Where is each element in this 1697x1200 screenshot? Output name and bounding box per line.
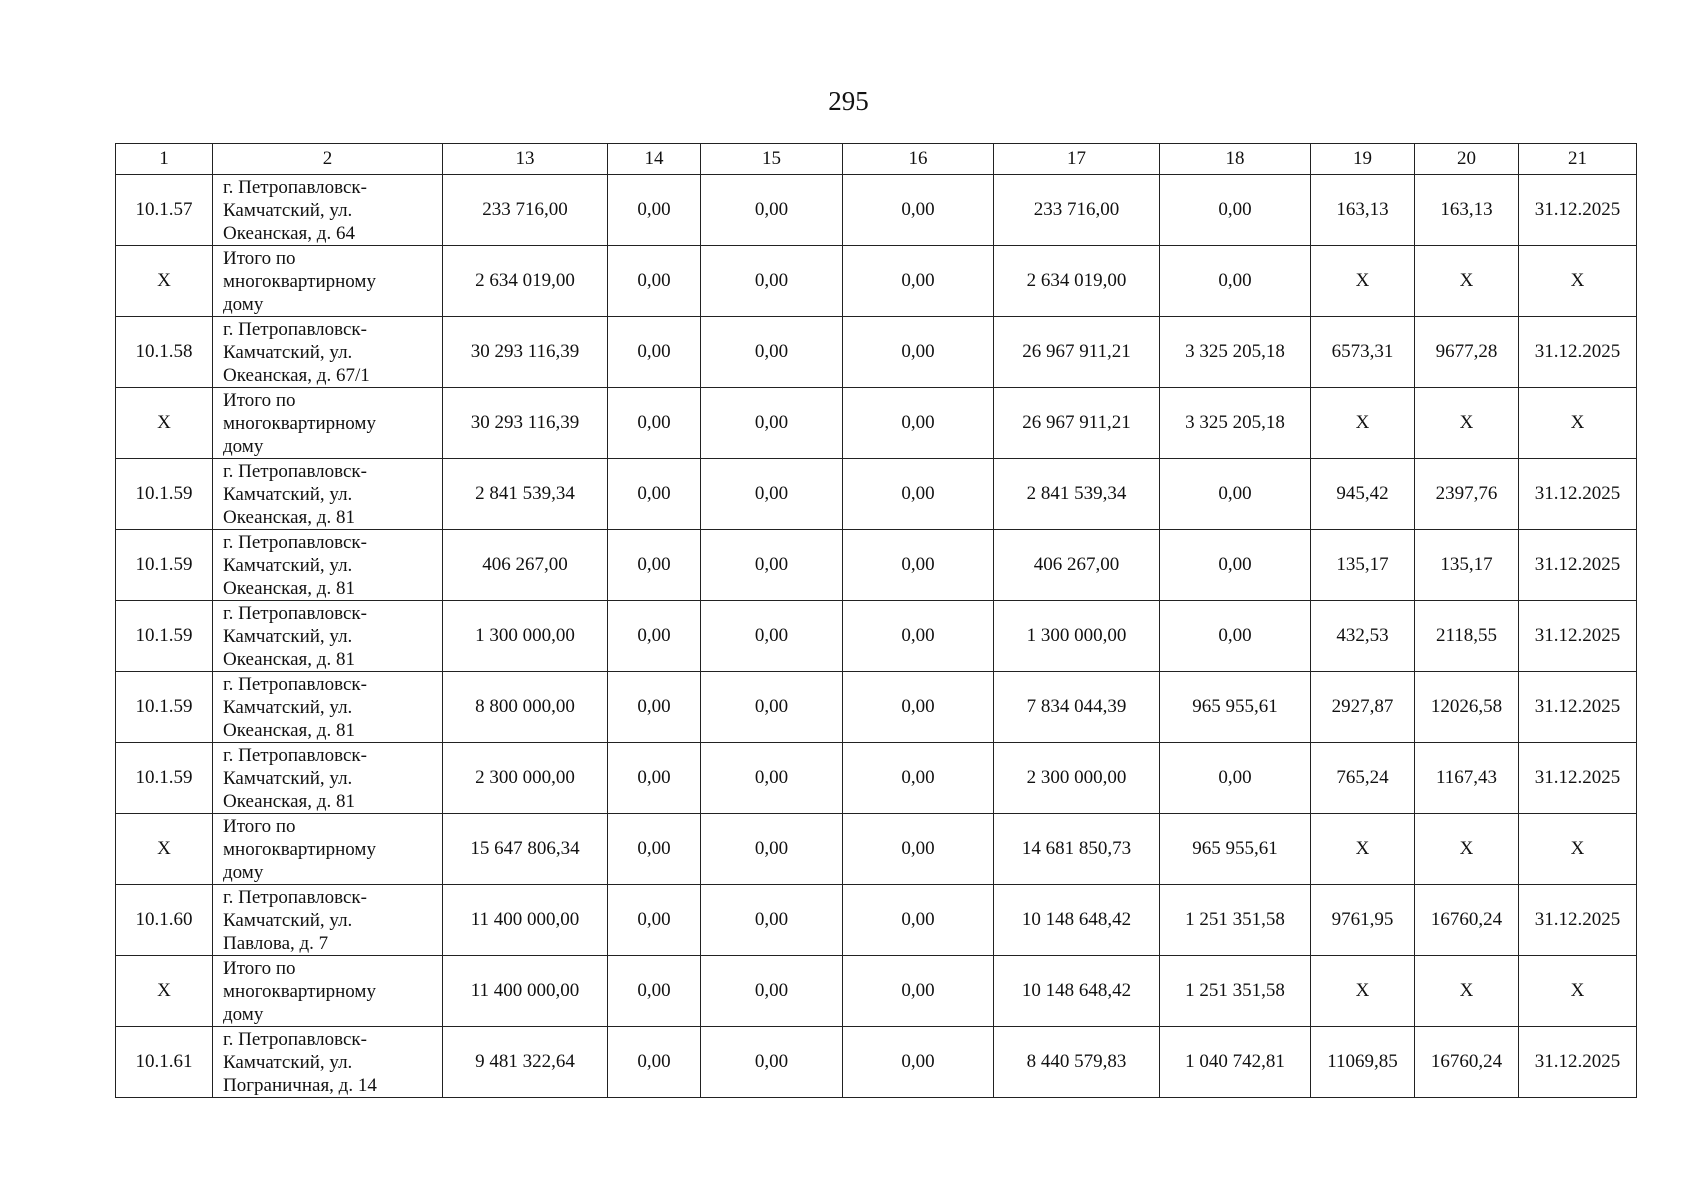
address-cell bbox=[213, 246, 443, 317]
value-cell-13: 9 481 322,64 bbox=[443, 1027, 608, 1098]
table-header bbox=[116, 144, 1637, 175]
address-line: Океанская, д. 67/1 bbox=[223, 364, 370, 386]
address-line: г. Петропавловск- bbox=[223, 1028, 367, 1050]
value-cell-17: 10 148 648,42 bbox=[994, 885, 1160, 956]
value-cell-14: 0,00 bbox=[608, 956, 701, 1027]
value-cell-15: 0,00 bbox=[701, 814, 843, 885]
value-cell-18: 1 251 351,58 bbox=[1160, 956, 1311, 1027]
value-cell-14: 0,00 bbox=[608, 388, 701, 459]
address-cell bbox=[213, 743, 443, 814]
value-cell-19: Х bbox=[1311, 956, 1415, 1027]
value-cell-14: 0,00 bbox=[608, 672, 701, 743]
row-number-cell: 10.1.59 bbox=[116, 530, 213, 601]
address-line: многоквартирному bbox=[223, 270, 376, 292]
column-header-18: 18 bbox=[1160, 144, 1311, 175]
value-cell-13: 11 400 000,00 bbox=[443, 885, 608, 956]
value-cell-19: 11069,85 bbox=[1311, 1027, 1415, 1098]
address-cell bbox=[213, 1027, 443, 1098]
value-cell-17: 2 841 539,34 bbox=[994, 459, 1160, 530]
address-cell bbox=[213, 317, 443, 388]
address-cell bbox=[213, 601, 443, 672]
value-cell-18: 1 040 742,81 bbox=[1160, 1027, 1311, 1098]
value-cell-17: 233 716,00 bbox=[994, 175, 1160, 246]
column-header-2: 2 bbox=[213, 144, 443, 175]
value-cell-17: 2 300 000,00 bbox=[994, 743, 1160, 814]
value-cell-21: 31.12.2025 bbox=[1519, 885, 1637, 956]
value-cell-17: 14 681 850,73 bbox=[994, 814, 1160, 885]
value-cell-20: 163,13 bbox=[1415, 175, 1519, 246]
value-cell-17: 8 440 579,83 bbox=[994, 1027, 1160, 1098]
address-line: дому bbox=[223, 1003, 264, 1025]
value-cell-21: Х bbox=[1519, 246, 1637, 317]
value-cell-14: 0,00 bbox=[608, 317, 701, 388]
value-cell-14: 0,00 bbox=[608, 530, 701, 601]
address-line: Океанская, д. 81 bbox=[223, 719, 355, 741]
value-cell-16: 0,00 bbox=[843, 1027, 994, 1098]
value-cell-21: 31.12.2025 bbox=[1519, 175, 1637, 246]
row-number-cell: 10.1.60 bbox=[116, 885, 213, 956]
address-cell bbox=[213, 175, 443, 246]
value-cell-19: 765,24 bbox=[1311, 743, 1415, 814]
address-line: дому bbox=[223, 435, 264, 457]
row-number-cell: 10.1.57 bbox=[116, 175, 213, 246]
address-line: Итого по bbox=[223, 957, 296, 979]
value-cell-21: Х bbox=[1519, 956, 1637, 1027]
value-cell-15: 0,00 bbox=[701, 601, 843, 672]
column-header-14: 14 bbox=[608, 144, 701, 175]
address-line: Океанская, д. 81 bbox=[223, 506, 355, 528]
value-cell-21: 31.12.2025 bbox=[1519, 459, 1637, 530]
value-cell-19: 163,13 bbox=[1311, 175, 1415, 246]
row-number-cell: Х bbox=[116, 814, 213, 885]
value-cell-21: 31.12.2025 bbox=[1519, 743, 1637, 814]
address-line: Пограничная, д. 14 bbox=[223, 1074, 377, 1096]
address-cell bbox=[213, 459, 443, 530]
value-cell-18: 0,00 bbox=[1160, 246, 1311, 317]
value-cell-15: 0,00 bbox=[701, 672, 843, 743]
page-number: 295 bbox=[828, 86, 869, 116]
value-cell-13: 2 841 539,34 bbox=[443, 459, 608, 530]
address-line: Камчатский, ул. bbox=[223, 199, 353, 221]
address-cell bbox=[213, 885, 443, 956]
address-line: Океанская, д. 81 bbox=[223, 790, 355, 812]
value-cell-16: 0,00 bbox=[843, 601, 994, 672]
value-cell-16: 0,00 bbox=[843, 459, 994, 530]
address-cell bbox=[213, 956, 443, 1027]
value-cell-15: 0,00 bbox=[701, 459, 843, 530]
value-cell-16: 0,00 bbox=[843, 388, 994, 459]
value-cell-16: 0,00 bbox=[843, 743, 994, 814]
column-header-21: 21 bbox=[1519, 144, 1637, 175]
value-cell-21: Х bbox=[1519, 814, 1637, 885]
table-row bbox=[116, 530, 1637, 601]
value-cell-19: 2927,87 bbox=[1311, 672, 1415, 743]
row-number-cell: 10.1.61 bbox=[116, 1027, 213, 1098]
table-row bbox=[116, 885, 1637, 956]
table-row bbox=[116, 246, 1637, 317]
address-line: Камчатский, ул. bbox=[223, 696, 353, 718]
address-line: многоквартирному bbox=[223, 980, 376, 1002]
value-cell-16: 0,00 bbox=[843, 530, 994, 601]
address-line: г. Петропавловск- bbox=[223, 886, 367, 908]
address-line: Камчатский, ул. bbox=[223, 767, 353, 789]
row-number-cell: 10.1.58 bbox=[116, 317, 213, 388]
address-line: г. Петропавловск- bbox=[223, 531, 367, 553]
address-line: Итого по bbox=[223, 815, 296, 837]
value-cell-21: 31.12.2025 bbox=[1519, 601, 1637, 672]
address-line: Камчатский, ул. bbox=[223, 341, 353, 363]
value-cell-18: 0,00 bbox=[1160, 459, 1311, 530]
value-cell-20: Х bbox=[1415, 814, 1519, 885]
address-cell bbox=[213, 388, 443, 459]
address-line: Камчатский, ул. bbox=[223, 483, 353, 505]
value-cell-20: 2118,55 bbox=[1415, 601, 1519, 672]
column-header-20: 20 bbox=[1415, 144, 1519, 175]
value-cell-17: 26 967 911,21 bbox=[994, 388, 1160, 459]
value-cell-13: 1 300 000,00 bbox=[443, 601, 608, 672]
row-number-cell: Х bbox=[116, 956, 213, 1027]
address-line: Океанская, д. 81 bbox=[223, 648, 355, 670]
row-number-cell: 10.1.59 bbox=[116, 672, 213, 743]
value-cell-13: 15 647 806,34 bbox=[443, 814, 608, 885]
value-cell-20: 16760,24 bbox=[1415, 1027, 1519, 1098]
address-line: Камчатский, ул. bbox=[223, 909, 353, 931]
address-line: Камчатский, ул. bbox=[223, 554, 353, 576]
address-line: Камчатский, ул. bbox=[223, 625, 353, 647]
value-cell-20: 16760,24 bbox=[1415, 885, 1519, 956]
table-row bbox=[116, 459, 1637, 530]
value-cell-17: 2 634 019,00 bbox=[994, 246, 1160, 317]
value-cell-18: 965 955,61 bbox=[1160, 672, 1311, 743]
value-cell-15: 0,00 bbox=[701, 317, 843, 388]
value-cell-18: 0,00 bbox=[1160, 601, 1311, 672]
value-cell-20: 12026,58 bbox=[1415, 672, 1519, 743]
value-cell-17: 10 148 648,42 bbox=[994, 956, 1160, 1027]
value-cell-16: 0,00 bbox=[843, 885, 994, 956]
address-line: Павлова, д. 7 bbox=[223, 932, 329, 954]
value-cell-16: 0,00 bbox=[843, 956, 994, 1027]
address-cell bbox=[213, 672, 443, 743]
value-cell-15: 0,00 bbox=[701, 1027, 843, 1098]
table-row bbox=[116, 1027, 1637, 1098]
value-cell-18: 0,00 bbox=[1160, 743, 1311, 814]
value-cell-15: 0,00 bbox=[701, 388, 843, 459]
value-cell-21: 31.12.2025 bbox=[1519, 317, 1637, 388]
value-cell-16: 0,00 bbox=[843, 814, 994, 885]
address-line: г. Петропавловск- bbox=[223, 176, 367, 198]
value-cell-18: 1 251 351,58 bbox=[1160, 885, 1311, 956]
value-cell-14: 0,00 bbox=[608, 1027, 701, 1098]
row-number-cell: 10.1.59 bbox=[116, 459, 213, 530]
row-number-cell: Х bbox=[116, 246, 213, 317]
address-line: г. Петропавловск- bbox=[223, 744, 367, 766]
value-cell-14: 0,00 bbox=[608, 743, 701, 814]
value-cell-14: 0,00 bbox=[608, 814, 701, 885]
address-line: Океанская, д. 64 bbox=[223, 222, 355, 244]
value-cell-15: 0,00 bbox=[701, 956, 843, 1027]
value-cell-13: 2 300 000,00 bbox=[443, 743, 608, 814]
value-cell-17: 7 834 044,39 bbox=[994, 672, 1160, 743]
value-cell-16: 0,00 bbox=[843, 175, 994, 246]
address-line: Камчатский, ул. bbox=[223, 1051, 353, 1073]
header-row bbox=[116, 144, 1637, 175]
column-header-13: 13 bbox=[443, 144, 608, 175]
address-line: Океанская, д. 81 bbox=[223, 577, 355, 599]
row-number-cell: 10.1.59 bbox=[116, 601, 213, 672]
value-cell-19: 945,42 bbox=[1311, 459, 1415, 530]
column-header-1: 1 bbox=[116, 144, 213, 175]
address-cell bbox=[213, 814, 443, 885]
value-cell-13: 8 800 000,00 bbox=[443, 672, 608, 743]
table-row bbox=[116, 388, 1637, 459]
value-cell-21: Х bbox=[1519, 388, 1637, 459]
row-number-cell: 10.1.59 bbox=[116, 743, 213, 814]
table-row bbox=[116, 814, 1637, 885]
value-cell-16: 0,00 bbox=[843, 317, 994, 388]
value-cell-16: 0,00 bbox=[843, 246, 994, 317]
value-cell-15: 0,00 bbox=[701, 530, 843, 601]
value-cell-21: 31.12.2025 bbox=[1519, 672, 1637, 743]
address-line: г. Петропавловск- bbox=[223, 673, 367, 695]
value-cell-19: 432,53 bbox=[1311, 601, 1415, 672]
value-cell-17: 406 267,00 bbox=[994, 530, 1160, 601]
row-number-cell: Х bbox=[116, 388, 213, 459]
value-cell-19: Х bbox=[1311, 246, 1415, 317]
table-row bbox=[116, 956, 1637, 1027]
column-header-16: 16 bbox=[843, 144, 994, 175]
table-row bbox=[116, 317, 1637, 388]
value-cell-20: 135,17 bbox=[1415, 530, 1519, 601]
address-line: г. Петропавловск- bbox=[223, 602, 367, 624]
value-cell-15: 0,00 bbox=[701, 885, 843, 956]
value-cell-17: 26 967 911,21 bbox=[994, 317, 1160, 388]
address-line: многоквартирному bbox=[223, 412, 376, 434]
address-line: дому bbox=[223, 861, 264, 883]
value-cell-13: 233 716,00 bbox=[443, 175, 608, 246]
value-cell-14: 0,00 bbox=[608, 246, 701, 317]
table-row bbox=[116, 672, 1637, 743]
value-cell-20: Х bbox=[1415, 388, 1519, 459]
value-cell-19: 9761,95 bbox=[1311, 885, 1415, 956]
table-body bbox=[116, 175, 1637, 1098]
value-cell-19: 6573,31 bbox=[1311, 317, 1415, 388]
value-cell-14: 0,00 bbox=[608, 885, 701, 956]
value-cell-13: 11 400 000,00 bbox=[443, 956, 608, 1027]
value-cell-18: 965 955,61 bbox=[1160, 814, 1311, 885]
value-cell-21: 31.12.2025 bbox=[1519, 1027, 1637, 1098]
value-cell-15: 0,00 bbox=[701, 175, 843, 246]
value-cell-14: 0,00 bbox=[608, 601, 701, 672]
value-cell-19: Х bbox=[1311, 814, 1415, 885]
data-table bbox=[115, 143, 1637, 1098]
column-header-19: 19 bbox=[1311, 144, 1415, 175]
value-cell-20: 1167,43 bbox=[1415, 743, 1519, 814]
value-cell-13: 30 293 116,39 bbox=[443, 317, 608, 388]
column-header-15: 15 bbox=[701, 144, 843, 175]
value-cell-14: 0,00 bbox=[608, 459, 701, 530]
value-cell-15: 0,00 bbox=[701, 743, 843, 814]
value-cell-18: 0,00 bbox=[1160, 530, 1311, 601]
address-line: г. Петропавловск- bbox=[223, 460, 367, 482]
value-cell-16: 0,00 bbox=[843, 672, 994, 743]
value-cell-17: 1 300 000,00 bbox=[994, 601, 1160, 672]
value-cell-20: Х bbox=[1415, 956, 1519, 1027]
table-row bbox=[116, 743, 1637, 814]
value-cell-20: 9677,28 bbox=[1415, 317, 1519, 388]
address-line: г. Петропавловск- bbox=[223, 318, 367, 340]
address-line: Итого по bbox=[223, 389, 296, 411]
column-header-17: 17 bbox=[994, 144, 1160, 175]
value-cell-19: 135,17 bbox=[1311, 530, 1415, 601]
value-cell-19: Х bbox=[1311, 388, 1415, 459]
value-cell-13: 30 293 116,39 bbox=[443, 388, 608, 459]
table-row bbox=[116, 175, 1637, 246]
table-row bbox=[116, 601, 1637, 672]
value-cell-14: 0,00 bbox=[608, 175, 701, 246]
address-line: Итого по bbox=[223, 247, 296, 269]
value-cell-13: 406 267,00 bbox=[443, 530, 608, 601]
address-line: дому bbox=[223, 293, 264, 315]
value-cell-18: 3 325 205,18 bbox=[1160, 388, 1311, 459]
value-cell-21: 31.12.2025 bbox=[1519, 530, 1637, 601]
value-cell-20: 2397,76 bbox=[1415, 459, 1519, 530]
address-line: многоквартирному bbox=[223, 838, 376, 860]
value-cell-15: 0,00 bbox=[701, 246, 843, 317]
address-cell bbox=[213, 530, 443, 601]
value-cell-13: 2 634 019,00 bbox=[443, 246, 608, 317]
value-cell-20: Х bbox=[1415, 246, 1519, 317]
value-cell-18: 3 325 205,18 bbox=[1160, 317, 1311, 388]
value-cell-18: 0,00 bbox=[1160, 175, 1311, 246]
